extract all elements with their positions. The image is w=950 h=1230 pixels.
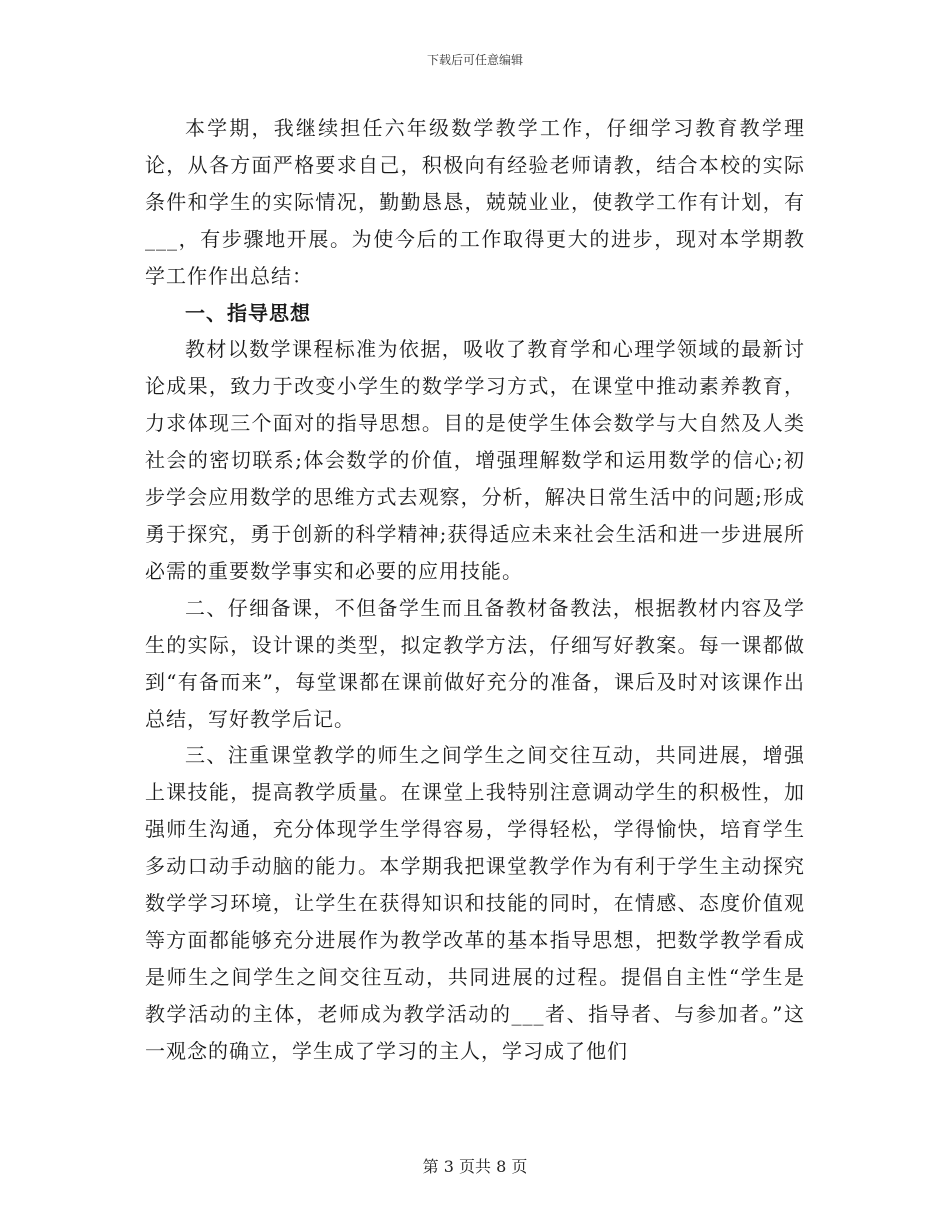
intro-paragraph: 本学期，我继续担任六年级数学教学工作，仔细学习教育教学理论，从各方面严格要求自己，积极向有经验老师请教，结合本校的实际条件和学生的实际情况，勤勤恳恳，兢兢业业，使教学工作有计划，有___，有步骤地开展。为使今后的工作取得更大的进步，现对本学期教学工作作出总结：	[145, 116, 805, 288]
page-number-footer: 第 3 页共 8 页	[422, 1157, 528, 1176]
document-body	[145, 110, 805, 1070]
page-header: 下载后可任意编辑	[426, 53, 523, 67]
classroom-teaching-paragraph: 三、注重课堂教学的师生之间学生之间交往互动，共同进展，增强上课技能，提高教学质量。在课堂上我特别注意调动学生的积极性，加强师生沟通，充分体现学生学得容易，学得轻松，学得愉快，培育学生多动口动手动脑的能力。本学期我把课堂教学作为有利于学生主动探究数学学习环境，让学生在获得知识和技能的同时，在情感、态度价值观等方面都能够充分进展作为教学改革的基本指导思想，把数学教学看成是师生之间学生之间交往互动，共同进展的过程。提倡自主性“学生是教学活动的主体，老师成为教学活动的___者、指导者、与参加者。”这一观念的确立，学生成了学习的主人，学习成了他们	[145, 743, 805, 1063]
section-heading-guiding-thought: 一、指导思想	[185, 300, 311, 325]
guiding-thought-paragraph: 教材以数学课程标准为依据，吸收了教育学和心理学领域的最新讨论成果，致力于改变小学生的数学学习方式，在课堂中推动素养教育，力求体现三个面对的指导思想。目的是使学生体会数学与大自然及人类社会的密切联系;体会数学的价值，增强理解数学和运用数学的信心;初步学会应用数学的思维方式去观察，分析，解决日常生活中的问题;形成勇于探究，勇于创新的科学精神;获得适应未来社会生活和进一步进展所必需的重要数学事实和必要的应用技能。	[145, 337, 805, 583]
lesson-preparation-paragraph: 二、仔细备课，不但备学生而且备教材备教法，根据教材内容及学生的实际，设计课的类型，拟定教学方法，仔细写好教案。每一课都做到“有备而来”，每堂课都在课前做好充分的准备，课后及时对该课作出总结，写好教学后记。	[145, 595, 805, 731]
